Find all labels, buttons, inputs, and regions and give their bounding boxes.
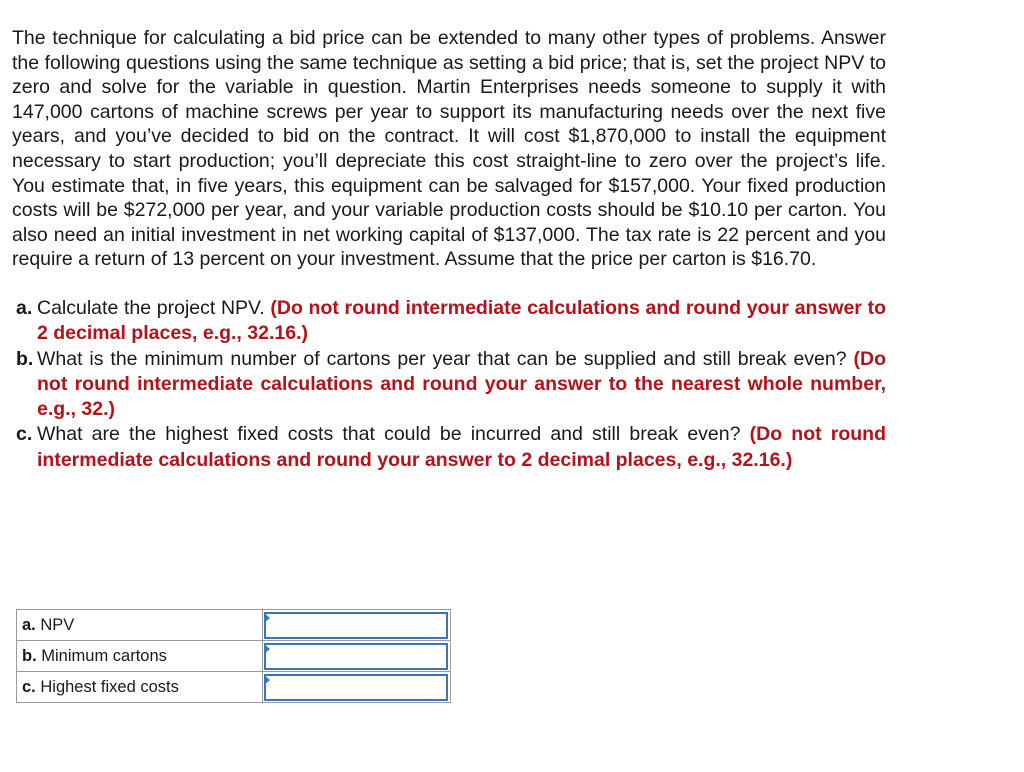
answer-label-text: NPV [40, 615, 75, 634]
npv-input[interactable] [264, 612, 448, 639]
input-marker-icon [264, 613, 270, 623]
answer-table [16, 609, 451, 703]
question-a [12, 296, 886, 347]
question-instruction: (Do not round intermediate calculations and round your answer to the nearest whole number, e.g., 32.) [37, 347, 886, 421]
question-instruction: (Do not round intermediate calculations and round your answer to 2 decimal places, e.g., 32.16.) [37, 296, 886, 345]
question-letter: a. [16, 296, 33, 319]
answer-part-letter: b. [22, 646, 37, 665]
answer-label [17, 641, 263, 672]
question-c [12, 422, 886, 473]
answer-label [17, 610, 263, 641]
answer-label-text: Highest fixed costs [40, 677, 179, 696]
input-marker-icon [264, 644, 270, 654]
question-text: What are the highest fixed costs that could be incurred and still break even? [37, 423, 741, 446]
question-letter: b. [16, 347, 34, 370]
answer-cell [263, 610, 451, 641]
highest-fixed-costs-input[interactable] [264, 674, 448, 701]
answer-row-highest-fixed-costs [17, 672, 451, 703]
answer-cell [263, 641, 451, 672]
question-b [12, 347, 886, 423]
answer-part-letter: a. [22, 615, 36, 634]
question-text: Calculate the project NPV. [37, 296, 265, 319]
problem-content [12, 26, 886, 473]
answer-part-letter: c. [22, 677, 36, 696]
question-instruction: (Do not round intermediate calculations and round your answer to 2 decimal places, e.g., 32.16.) [37, 423, 886, 471]
problem-statement: The technique for calculating a bid price can be extended to many other types of problems. Answer the following questions using the same technique as setting a bid price; that is, set the project NPV to zero and solve for the variable in question. Martin Enterprises needs someone to supply it with 147,000 cartons of machine screws per year to support its manufacturing needs over the next five years, and you’ve decided to bid on the contract. It will cost $1,870,000 to install the equipment necessary to start production; you’ll depreciate this cost straight-line to zero over the project’s life. You estimate that, in five years, this equipment can be salvaged for $157,000. Your fixed production costs will be $272,000 per year, and your variable production costs should be $10.10 per carton. You also need an initial investment in net working capital of $137,000. The tax rate is 22 percent and you require a return of 13 percent on your investment. Assume that the price per carton is $16.70. [12, 27, 886, 271]
minimum-cartons-input[interactable] [264, 643, 448, 670]
question-list [12, 296, 886, 473]
question-letter: c. [16, 423, 33, 446]
answer-cell [263, 672, 451, 703]
answer-row-minimum-cartons [17, 641, 451, 672]
answer-label [17, 672, 263, 703]
answer-label-text: Minimum cartons [41, 646, 167, 665]
answer-row-npv [17, 610, 451, 641]
question-text: What is the minimum number of cartons per year that can be supplied and still break even? [37, 347, 847, 370]
input-marker-icon [264, 675, 270, 685]
